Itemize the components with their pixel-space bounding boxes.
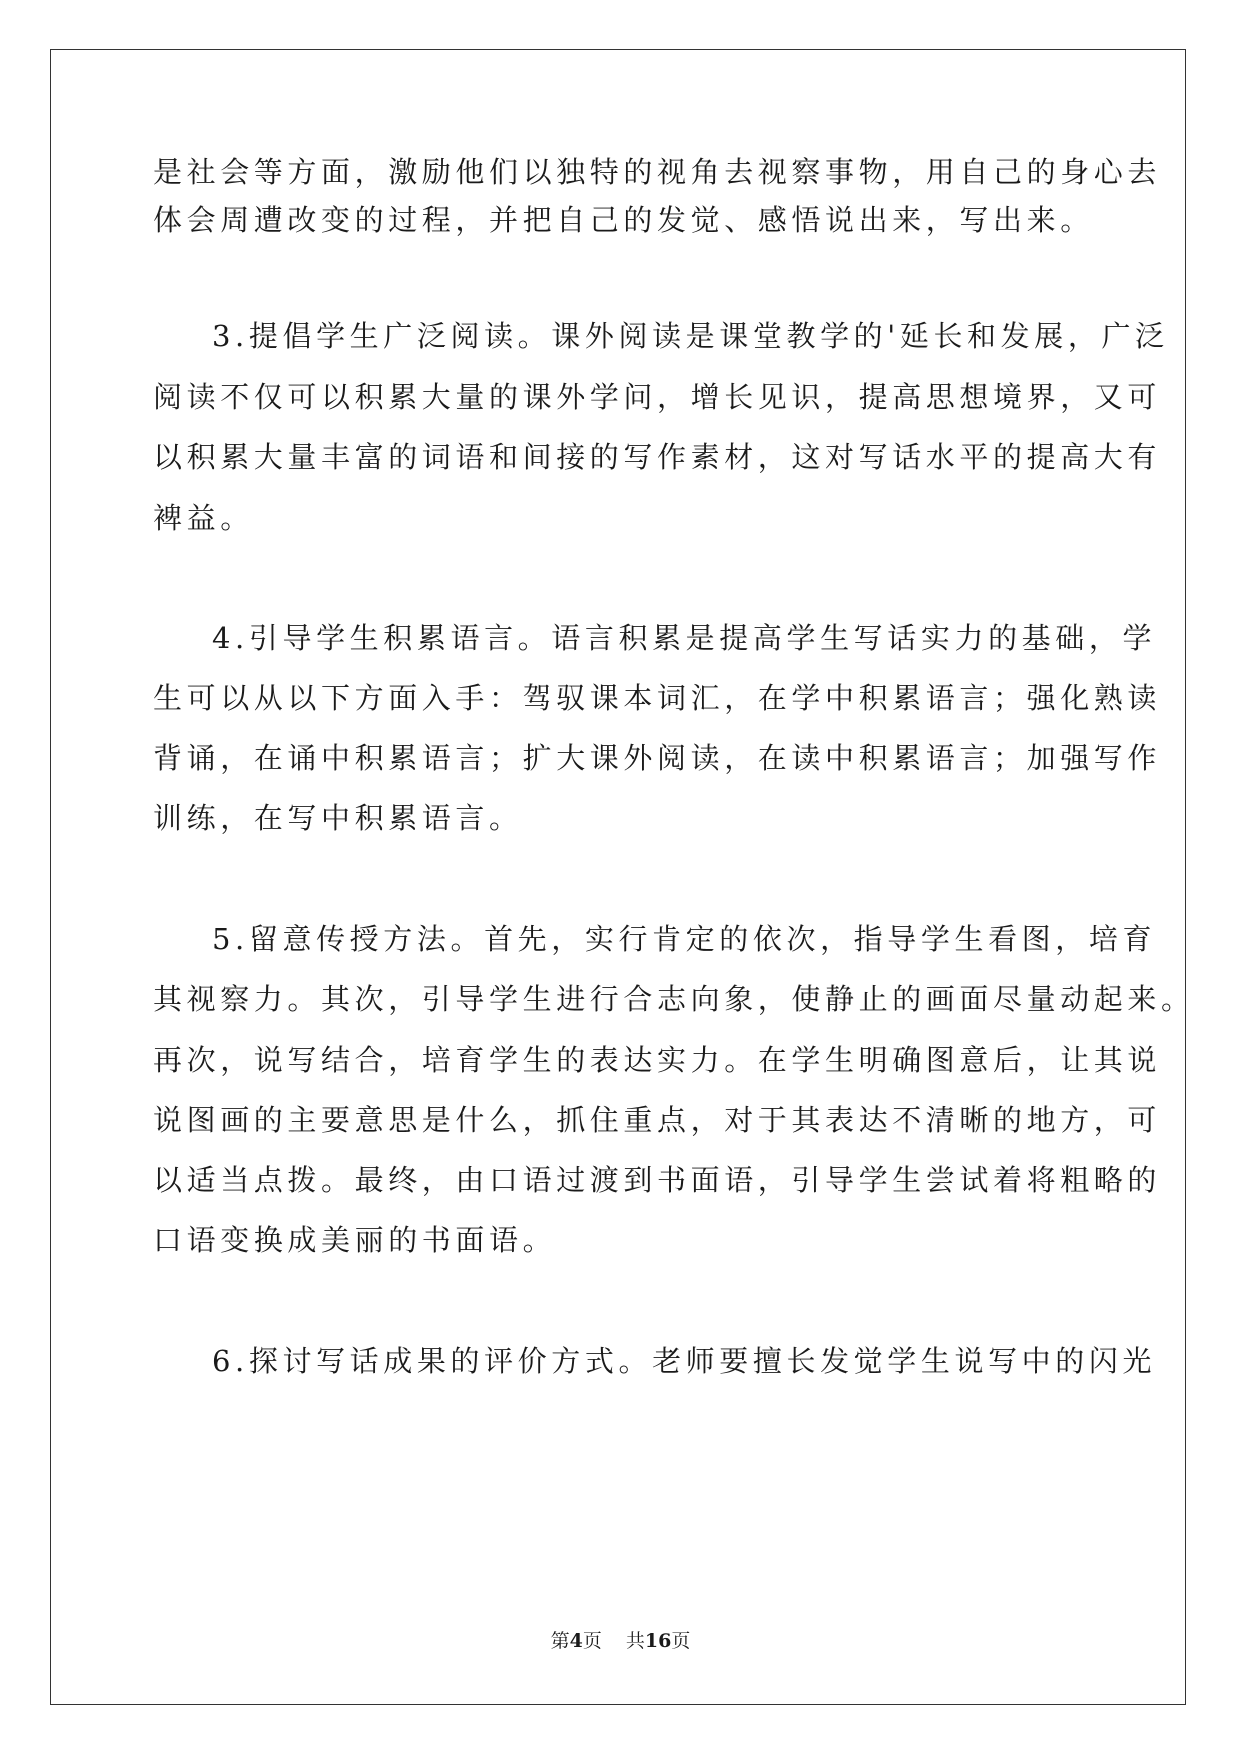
text-line: 说图画的主要意思是什么，抓住重点，对于其表达不清晰的地方，可	[153, 1103, 1162, 1137]
paragraph-3-start: 3.提倡学生广泛阅读。课外阅读是课堂教学的'延长和发展，广泛	[212, 319, 1169, 353]
page-number: 4	[569, 1630, 583, 1652]
text-line: 生可以从以下方面入手：驾驭课本词汇，在学中积累语言；强化熟读	[153, 681, 1162, 715]
page-border	[50, 49, 1186, 1705]
text-line: 其视察力。其次，引导学生进行合志向象，使静止的画面尽量动起来。	[153, 982, 1195, 1016]
text-line: 阅读不仅可以积累大量的课外学问，增长见识，提高思想境界，又可	[153, 380, 1162, 414]
text-line: 口语变换成美丽的书面语。	[153, 1223, 557, 1257]
text-line: 背诵，在诵中积累语言；扩大课外阅读，在读中积累语言；加强写作	[153, 741, 1162, 775]
text-line: 裨益。	[153, 501, 254, 535]
text-line: 是社会等方面，激励他们以独特的视角去视察事物，用自己的身心去	[153, 155, 1162, 189]
page-footer	[0, 1628, 1241, 1654]
total-pages: 16	[644, 1630, 672, 1652]
page-suffix: 页	[582, 1630, 602, 1652]
text-line: 以积累大量丰富的词语和间接的写作素材，这对写话水平的提高大有	[153, 440, 1162, 474]
total-suffix: 页	[671, 1630, 691, 1652]
paragraph-6-start: 6.探讨写话成果的评价方式。老师要擅长发觉学生说写中的闪光	[212, 1344, 1157, 1378]
text-line: 再次，说写结合，培育学生的表达实力。在学生明确图意后，让其说	[153, 1043, 1162, 1077]
text-line: 体会周遭改变的过程，并把自己的发觉、感悟说出来，写出来。	[153, 203, 1094, 237]
total-prefix: 共	[625, 1630, 645, 1652]
paragraph-4-start: 4.引导学生积累语言。语言积累是提高学生写话实力的基础，学	[212, 621, 1157, 655]
paragraph-5-start: 5.留意传授方法。首先，实行肯定的依次，指导学生看图，培育	[212, 922, 1157, 956]
text-line: 以适当点拨。最终，由口语过渡到书面语，引导学生尝试着将粗略的	[153, 1163, 1162, 1197]
text-line: 训练，在写中积累语言。	[153, 801, 523, 835]
page-prefix: 第	[550, 1630, 570, 1652]
